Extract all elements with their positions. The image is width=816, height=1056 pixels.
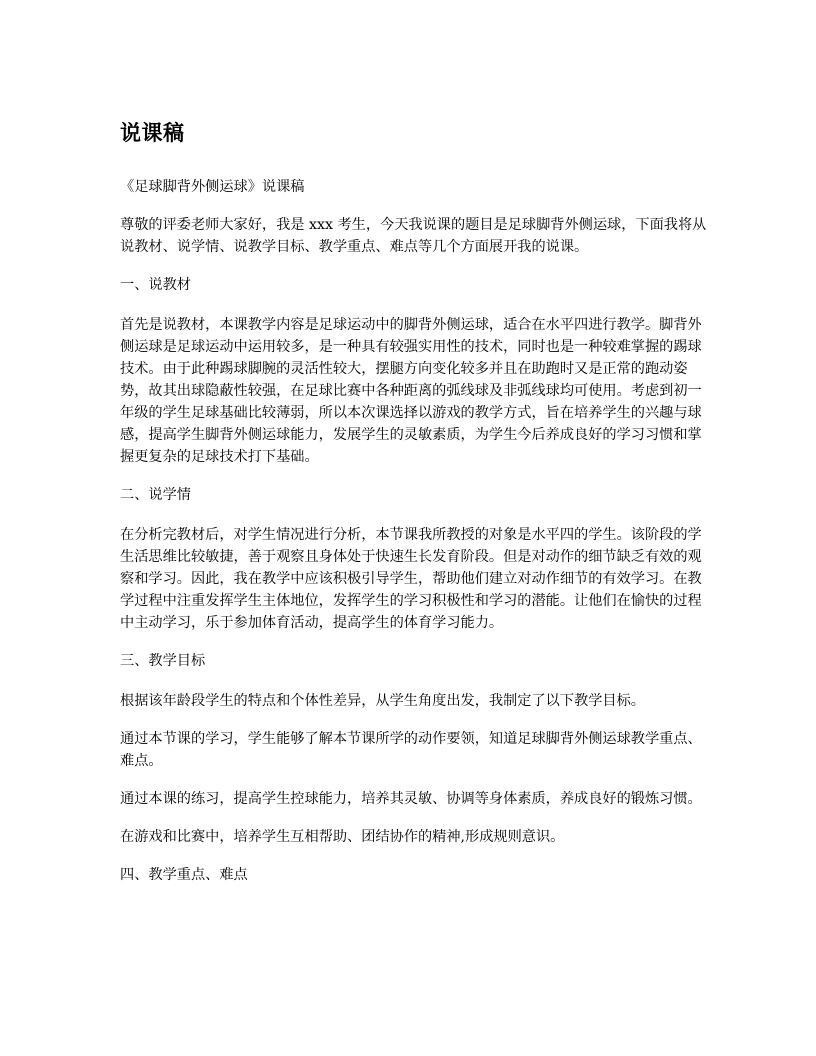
intro-paragraph: 尊敬的评委老师大家好，我是 xxx 考生，今天我说课的题目是足球脚背外侧运球，下面我将从说教材、说学情、说教学目标、教学重点、难点等几个方面展开我的说课。 bbox=[120, 217, 707, 255]
section-paragraph: 在分析完教材后，对学生情况进行分析，本节课我所教授的对象是水平四的学生。该阶段的学生活思维比较敏捷，善于观察且身体处于快速生长发育阶段。但是对动作的细节缺乏有效的观察和学习。因此，我在教学中应该积极引导学生，帮助他们建立对动作细节的有效学习。在教学过程中注重发挥学生主体地位，发挥学生的学习积极性和学习的潜能。让他们在愉快的过程中主动学习，乐于参加体育活动，提高学生的体育学习能力。 bbox=[120, 527, 702, 631]
section-paragraph: 根据该年龄段学生的特点和个体性差异，从学生角度出发，我制定了以下教学目标。 bbox=[120, 693, 645, 709]
section-paragraph: 通过本节课的学习，学生能够了解本节课所学的动作要领，知道足球脚背外侧运球教学重点、难点。 bbox=[120, 731, 702, 769]
document-page bbox=[120, 118, 710, 904]
section-paragraph: 通过本课的练习，提高学生控球能力，培养其灵敏、协调等身体素质，养成良好的锻炼习惯。 bbox=[120, 791, 702, 807]
section-heading-xueqing: 二、说学情 bbox=[120, 487, 191, 503]
section-heading-jiaocai: 一、说教材 bbox=[120, 277, 191, 293]
section-heading-mubiao: 三、教学目标 bbox=[120, 653, 206, 669]
section-paragraph: 在游戏和比赛中，培养学生互相帮助、团结协作的精神,形成规则意识。 bbox=[120, 829, 565, 845]
document-subtitle: 《足球脚背外侧运球》说课稿 bbox=[120, 179, 305, 195]
document-title: 说课稿 bbox=[120, 121, 185, 145]
section-paragraph: 首先是说教材，本课教学内容是足球运动中的脚背外侧运球，适合在水平四进行教学。脚背外侧运球是足球运动中运用较多，是一种具有较强实用性的技术，同时也是一种较难掌握的踢球技术。由于此种踢球脚腕的灵活性较大，摆腿方向变化较多并且在助跑时又是正常的跑动姿势，故其出球隐蔽性较强，在足球比赛中各种距离的弧线球及非弧线球均可使用。考虑到初一年级的学生足球基础比较薄弱，所以本次课选择以游戏的教学方式，旨在培养学生的兴趣与球感，提高学生脚背外侧运球能力，发展学生的灵敏素质，为学生今后养成良好的学习习惯和掌握更复杂的足球技术打下基础。 bbox=[120, 317, 702, 465]
section-heading-zhongdian: 四、教学重点、难点 bbox=[120, 867, 248, 883]
